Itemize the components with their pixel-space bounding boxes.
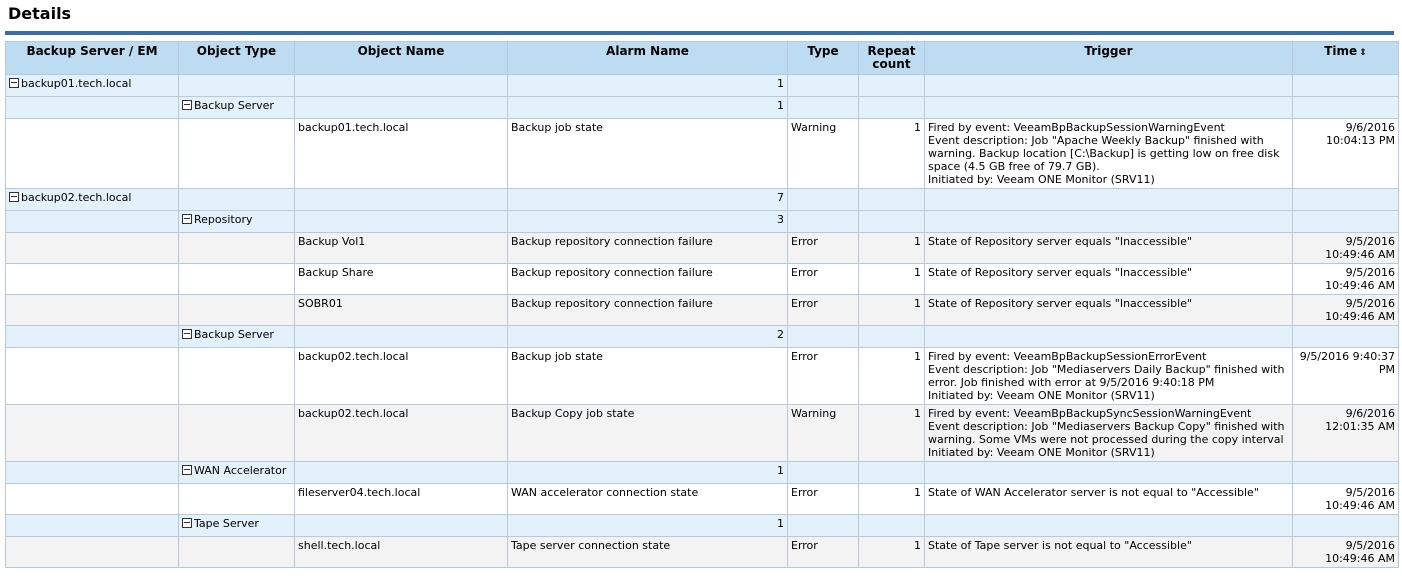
server-group-cell-label: backup01.tech.local bbox=[21, 77, 132, 90]
object-type-group-cell bbox=[179, 462, 295, 484]
empty-cell bbox=[179, 233, 295, 264]
trigger-line: State of Repository server equals "Inaccessible" bbox=[928, 266, 1193, 279]
empty-cell bbox=[859, 462, 925, 484]
empty-cell bbox=[1293, 326, 1399, 348]
repeat-count-cell: 1 bbox=[859, 233, 925, 264]
empty-cell bbox=[859, 189, 925, 211]
empty-cell bbox=[295, 97, 508, 119]
alarm-name-cell: Backup Copy job state bbox=[508, 405, 788, 462]
col-header-time-label: Time bbox=[1324, 44, 1358, 58]
trigger-line: State of Repository server equals "Inaccessible" bbox=[928, 297, 1193, 310]
empty-cell bbox=[179, 484, 295, 515]
object-type-group-cell-label: Tape Server bbox=[194, 517, 259, 530]
empty-cell bbox=[788, 326, 859, 348]
empty-cell bbox=[925, 189, 1293, 211]
trigger-cell bbox=[925, 233, 1293, 264]
group-row-object-type[interactable] bbox=[6, 97, 1399, 119]
type-count: 1 bbox=[508, 515, 788, 537]
empty-cell bbox=[295, 211, 508, 233]
empty-cell bbox=[788, 189, 859, 211]
trigger-cell bbox=[925, 484, 1293, 515]
empty-cell bbox=[1293, 97, 1399, 119]
alarm-name-cell: Backup repository connection failure bbox=[508, 295, 788, 326]
alarm-name-cell: Tape server connection state bbox=[508, 537, 788, 568]
group-row-object-type[interactable] bbox=[6, 515, 1399, 537]
alarm-name-cell: WAN accelerator connection state bbox=[508, 484, 788, 515]
alarm-name-cell: Backup job state bbox=[508, 119, 788, 189]
empty-cell bbox=[179, 189, 295, 211]
empty-cell bbox=[1293, 462, 1399, 484]
col-header-trigger[interactable]: Trigger bbox=[925, 42, 1293, 75]
trigger-line: Fired by event: VeeamBpBackupSessionErrorEvent bbox=[928, 350, 1207, 363]
empty-cell bbox=[179, 75, 295, 97]
alarm-name-cell: Backup job state bbox=[508, 348, 788, 405]
minus-box-icon[interactable] bbox=[182, 465, 192, 475]
header-row bbox=[6, 42, 1399, 75]
empty-cell bbox=[925, 75, 1293, 97]
object-type-group-cell-label: Backup Server bbox=[194, 99, 274, 112]
empty-cell bbox=[179, 537, 295, 568]
col-header-type[interactable]: Type bbox=[788, 42, 859, 75]
object-name-cell: backup02.tech.local bbox=[295, 405, 508, 462]
object-name-cell: backup02.tech.local bbox=[295, 348, 508, 405]
empty-cell bbox=[295, 75, 508, 97]
trigger-cell bbox=[925, 264, 1293, 295]
empty-cell bbox=[6, 405, 179, 462]
time-cell: 9/6/2016 10:04:13 PM bbox=[1293, 119, 1399, 189]
empty-cell bbox=[179, 119, 295, 189]
empty-cell bbox=[179, 405, 295, 462]
table-row[interactable] bbox=[6, 484, 1399, 515]
col-header-repeat-count[interactable]: Repeat count bbox=[859, 42, 925, 75]
object-type-group-cell-label: Repository bbox=[194, 213, 253, 226]
table-body bbox=[6, 75, 1399, 568]
object-type-group-cell-label: WAN Accelerator bbox=[194, 464, 287, 477]
empty-cell bbox=[859, 75, 925, 97]
empty-cell bbox=[6, 348, 179, 405]
trigger-line: State of Repository server equals "Inaccessible" bbox=[928, 235, 1193, 248]
page-title: Details bbox=[8, 4, 72, 23]
empty-cell bbox=[1293, 75, 1399, 97]
group-row-server[interactable] bbox=[6, 75, 1399, 97]
time-cell: 9/5/2016 10:49:46 AM bbox=[1293, 295, 1399, 326]
trigger-line: Fired by event: VeeamBpBackupSessionWarningEvent bbox=[928, 121, 1225, 134]
empty-cell bbox=[6, 515, 179, 537]
minus-box-icon[interactable] bbox=[9, 78, 19, 88]
details-table bbox=[5, 41, 1399, 568]
time-cell: 9/6/2016 12:01:35 AM bbox=[1293, 405, 1399, 462]
empty-cell bbox=[6, 462, 179, 484]
table-row[interactable] bbox=[6, 537, 1399, 568]
table-row[interactable] bbox=[6, 405, 1399, 462]
trigger-cell bbox=[925, 405, 1293, 462]
repeat-count-cell: 1 bbox=[859, 405, 925, 462]
object-type-group-cell-label: Backup Server bbox=[194, 328, 274, 341]
server-group-cell-label: backup02.tech.local bbox=[21, 191, 132, 204]
sort-updown-icon[interactable]: ⇕ bbox=[1359, 48, 1367, 58]
trigger-line: Event description: Job "Apache Weekly Backup" finished with warning. Backup location [C:\Backup] is getting low on free disk space (4.5 GB free of 79.7 GB). bbox=[928, 134, 1280, 173]
trigger-cell bbox=[925, 348, 1293, 405]
empty-cell bbox=[925, 211, 1293, 233]
minus-box-icon[interactable] bbox=[182, 329, 192, 339]
trigger-cell bbox=[925, 295, 1293, 326]
group-count: 7 bbox=[508, 189, 788, 211]
empty-cell bbox=[6, 97, 179, 119]
trigger-line: Event description: Job "Mediaservers Daily Backup" finished with error. Job finished with error at 9/5/2016 9:40:18 PM bbox=[928, 363, 1285, 389]
group-row-object-type[interactable] bbox=[6, 462, 1399, 484]
table-row[interactable] bbox=[6, 233, 1399, 264]
empty-cell bbox=[925, 326, 1293, 348]
object-type-group-cell bbox=[179, 211, 295, 233]
trigger-line: State of WAN Accelerator server is not equal to "Accessible" bbox=[928, 486, 1259, 499]
time-cell: 9/5/2016 9:40:37 PM bbox=[1293, 348, 1399, 405]
empty-cell bbox=[179, 295, 295, 326]
object-name-cell: backup01.tech.local bbox=[295, 119, 508, 189]
col-header-object-type[interactable]: Object Type bbox=[179, 42, 295, 75]
severity-cell: Error bbox=[788, 264, 859, 295]
title-divider bbox=[5, 31, 1394, 35]
empty-cell bbox=[788, 462, 859, 484]
table-row[interactable] bbox=[6, 348, 1399, 405]
type-count: 3 bbox=[508, 211, 788, 233]
severity-cell: Error bbox=[788, 348, 859, 405]
trigger-cell bbox=[925, 537, 1293, 568]
trigger-line: Initiated by: Veeam ONE Monitor (SRV11) bbox=[928, 446, 1155, 459]
minus-box-icon[interactable] bbox=[182, 518, 192, 528]
empty-cell bbox=[859, 211, 925, 233]
group-row-object-type[interactable] bbox=[6, 211, 1399, 233]
empty-cell bbox=[1293, 515, 1399, 537]
severity-cell: Error bbox=[788, 484, 859, 515]
object-type-group-cell bbox=[179, 97, 295, 119]
group-count: 1 bbox=[508, 75, 788, 97]
trigger-line: State of Tape server is not equal to "Accessible" bbox=[928, 539, 1192, 552]
alarm-name-cell: Backup repository connection failure bbox=[508, 233, 788, 264]
repeat-count-cell: 1 bbox=[859, 264, 925, 295]
minus-box-icon[interactable] bbox=[182, 100, 192, 110]
server-group-cell bbox=[6, 75, 179, 97]
trigger-line: Initiated by: Veeam ONE Monitor (SRV11) bbox=[928, 173, 1155, 186]
empty-cell bbox=[1293, 211, 1399, 233]
empty-cell bbox=[179, 348, 295, 405]
repeat-count-cell: 1 bbox=[859, 348, 925, 405]
repeat-count-cell: 1 bbox=[859, 119, 925, 189]
empty-cell bbox=[859, 515, 925, 537]
repeat-count-cell: 1 bbox=[859, 484, 925, 515]
col-header-server[interactable]: Backup Server / EM bbox=[6, 42, 179, 75]
empty-cell bbox=[295, 326, 508, 348]
empty-cell bbox=[1293, 189, 1399, 211]
server-group-cell bbox=[6, 189, 179, 211]
empty-cell bbox=[925, 515, 1293, 537]
time-cell: 9/5/2016 10:49:46 AM bbox=[1293, 264, 1399, 295]
trigger-cell bbox=[925, 119, 1293, 189]
time-cell: 9/5/2016 10:49:46 AM bbox=[1293, 484, 1399, 515]
severity-cell: Warning bbox=[788, 405, 859, 462]
object-name-cell: Backup Vol1 bbox=[295, 233, 508, 264]
severity-cell: Error bbox=[788, 295, 859, 326]
empty-cell bbox=[788, 211, 859, 233]
trigger-line: Initiated by: Veeam ONE Monitor (SRV11) bbox=[928, 389, 1155, 402]
table-row[interactable] bbox=[6, 264, 1399, 295]
col-header-time[interactable] bbox=[1293, 42, 1399, 75]
empty-cell bbox=[788, 515, 859, 537]
empty-cell bbox=[925, 462, 1293, 484]
severity-cell: Error bbox=[788, 233, 859, 264]
type-count: 1 bbox=[508, 462, 788, 484]
empty-cell bbox=[859, 326, 925, 348]
empty-cell bbox=[295, 515, 508, 537]
minus-box-icon[interactable] bbox=[9, 192, 19, 202]
object-name-cell: SOBR01 bbox=[295, 295, 508, 326]
empty-cell bbox=[6, 326, 179, 348]
type-count: 2 bbox=[508, 326, 788, 348]
col-header-alarm-name[interactable]: Alarm Name bbox=[508, 42, 788, 75]
empty-cell bbox=[295, 462, 508, 484]
type-count: 1 bbox=[508, 97, 788, 119]
time-cell: 9/5/2016 10:49:46 AM bbox=[1293, 537, 1399, 568]
empty-cell bbox=[6, 119, 179, 189]
trigger-line: Fired by event: VeeamBpBackupSyncSessionWarningEvent bbox=[928, 407, 1252, 420]
table-row[interactable] bbox=[6, 295, 1399, 326]
empty-cell bbox=[6, 537, 179, 568]
object-type-group-cell bbox=[179, 515, 295, 537]
empty-cell bbox=[788, 75, 859, 97]
time-cell: 9/5/2016 10:49:46 AM bbox=[1293, 233, 1399, 264]
repeat-count-cell: 1 bbox=[859, 295, 925, 326]
group-row-server[interactable] bbox=[6, 189, 1399, 211]
empty-cell bbox=[788, 97, 859, 119]
empty-cell bbox=[6, 264, 179, 295]
empty-cell bbox=[6, 295, 179, 326]
group-row-object-type[interactable] bbox=[6, 326, 1399, 348]
empty-cell bbox=[6, 484, 179, 515]
trigger-line: Event description: Job "Mediaservers Backup Copy" finished with warning. Some VMs were not processed during the copy interval bbox=[928, 420, 1285, 446]
object-name-cell: shell.tech.local bbox=[295, 537, 508, 568]
object-name-cell: fileserver04.tech.local bbox=[295, 484, 508, 515]
table-row[interactable] bbox=[6, 119, 1399, 189]
empty-cell bbox=[925, 97, 1293, 119]
empty-cell bbox=[859, 97, 925, 119]
object-name-cell: Backup Share bbox=[295, 264, 508, 295]
empty-cell bbox=[179, 264, 295, 295]
empty-cell bbox=[295, 189, 508, 211]
severity-cell: Warning bbox=[788, 119, 859, 189]
severity-cell: Error bbox=[788, 537, 859, 568]
repeat-count-cell: 1 bbox=[859, 537, 925, 568]
empty-cell bbox=[6, 233, 179, 264]
col-header-object-name[interactable]: Object Name bbox=[295, 42, 508, 75]
minus-box-icon[interactable] bbox=[182, 214, 192, 224]
empty-cell bbox=[6, 211, 179, 233]
object-type-group-cell bbox=[179, 326, 295, 348]
alarm-name-cell: Backup repository connection failure bbox=[508, 264, 788, 295]
